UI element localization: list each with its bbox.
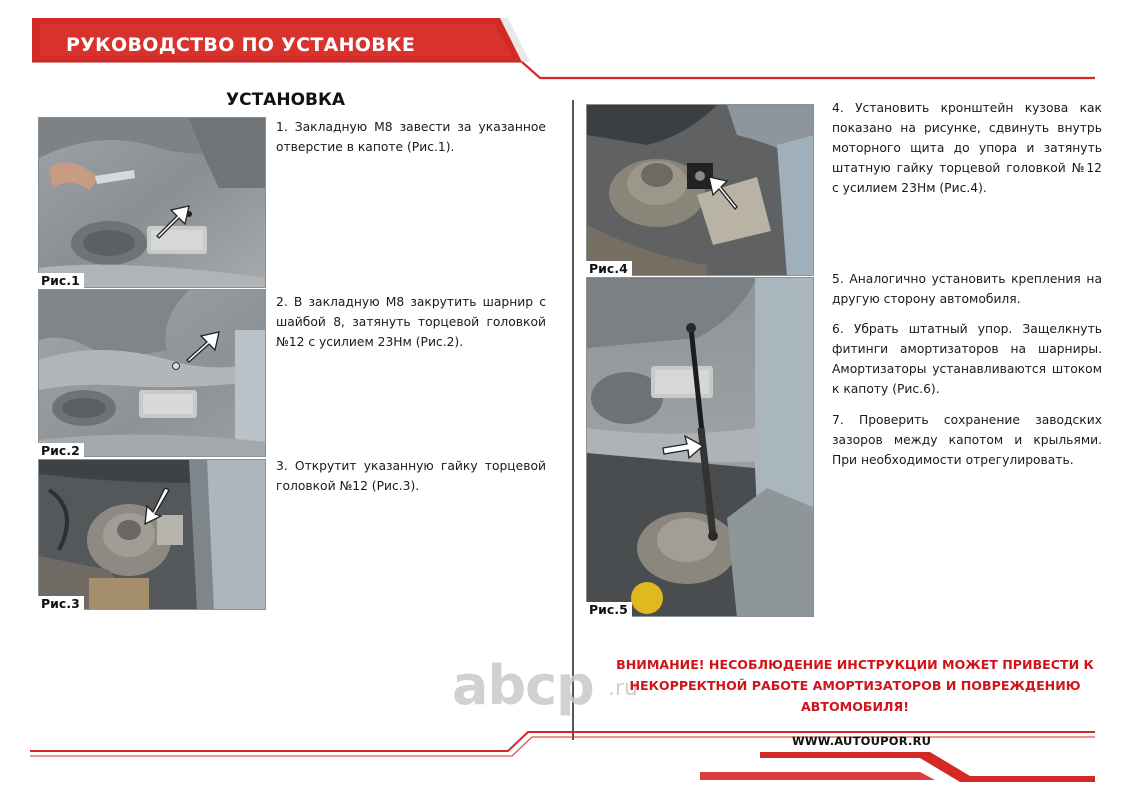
step-7-text: 7. Проверить сохранение заводских зазоров между капотом и крыльями. При необходимости отрегулировать. — [832, 413, 1102, 467]
figure-5-photo — [586, 277, 814, 617]
step-4-text: 4. Установить кронштейн кузова как показано на рисунке, сдвинуть внутрь моторного щита до упора и затянуть штатную гайку торцевой головкой №12 с усилием 23Нм (Рис.4). — [832, 101, 1102, 195]
section-title: УСТАНОВКА — [226, 90, 346, 110]
warning-line-3: АВТОМОБИЛЯ! — [801, 699, 909, 714]
watermark-tld: .ru — [608, 676, 638, 701]
step-6-text: 6. Убрать штатный упор. Защелкнуть фитинги амортизаторов на шарниры. Амортизаторы устанавливаются штоком к капоту (Рис.6). — [832, 322, 1102, 396]
figure-3-photo — [38, 459, 266, 610]
figure-3-label: Рис.3 — [38, 596, 84, 612]
figure-2-photo — [38, 289, 266, 457]
footer-website-link[interactable]: WWW.AUTOUPOR.RU — [792, 734, 932, 748]
watermark-logo: abcp — [452, 654, 594, 717]
warning-notice — [616, 654, 1094, 717]
page-title: РУКОВОДСТВО ПО УСТАНОВКЕ — [66, 34, 416, 56]
figure-2-label: Рис.2 — [38, 443, 84, 459]
step-1-text: 1. Закладную М8 завести за указанное отверстие в капоте (Рис.1). — [276, 120, 546, 154]
step-3-text: 3. Открутит указанную гайку торцевой головкой №12 (Рис.3). — [276, 459, 546, 493]
figure-5-label: Рис.5 — [586, 602, 632, 618]
footer-decoration — [0, 720, 1132, 800]
warning-line-2: НЕКОРРЕКТНОЙ РАБОТЕ АМОРТИЗАТОРОВ И ПОВРЕЖДЕНИЮ — [629, 678, 1081, 693]
figure-4-photo — [586, 104, 814, 276]
figure-1-photo — [38, 117, 266, 288]
step-2-text: 2. В закладную М8 закрутить шарнир с шайбой 8, затянуть торцевой головкой №12 с усилием 23Нм (Рис.2). — [276, 295, 546, 349]
column-divider — [572, 100, 574, 740]
figure-1-label: Рис.1 — [38, 273, 84, 289]
figure-4-label: Рис.4 — [586, 261, 632, 277]
warning-line-1: ВНИМАНИЕ! НЕСОБЛЮДЕНИЕ ИНСТРУКЦИИ МОЖЕТ ПРИВЕСТИ К — [616, 657, 1094, 672]
step-5-text: 5. Аналогично установить крепления на другую сторону автомобиля. — [832, 272, 1102, 306]
